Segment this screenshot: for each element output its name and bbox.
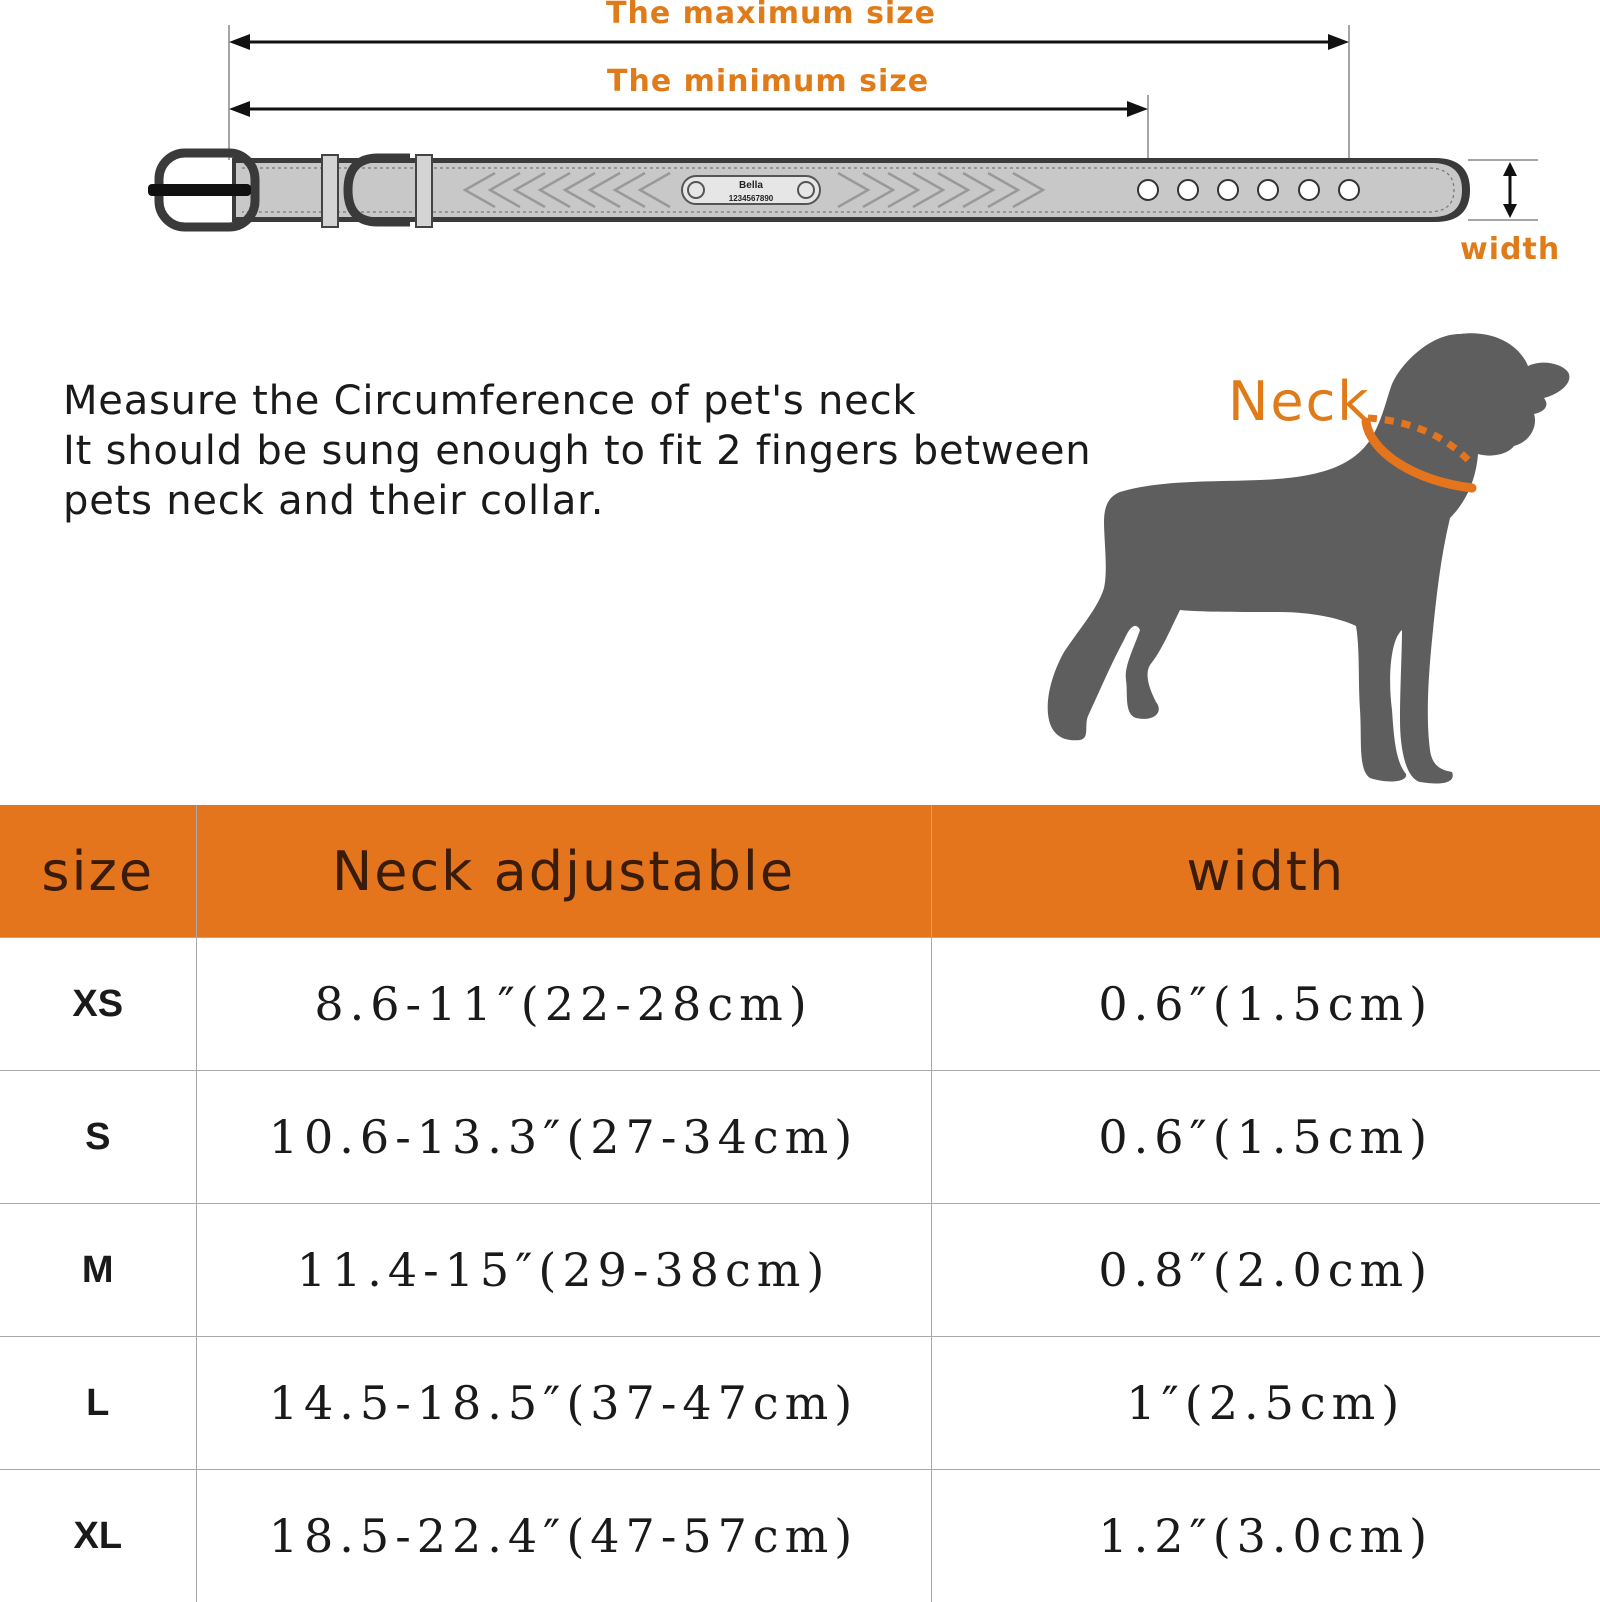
width-cell: 0.6″(1.5cm)	[931, 938, 1600, 1071]
name-plate	[682, 176, 820, 204]
keeper	[322, 155, 338, 227]
table-row	[0, 1071, 1600, 1204]
instruction-line: pets neck and their collar.	[63, 476, 1113, 526]
neck-cell: 8.6-11″(22-28cm)	[196, 938, 931, 1071]
width-cell: 0.6″(1.5cm)	[931, 1071, 1600, 1204]
table-header-row	[0, 805, 1600, 938]
width-cell: 0.8″(2.0cm)	[931, 1204, 1600, 1337]
header-width: width	[931, 805, 1600, 938]
size-chart-table	[0, 805, 1600, 1602]
max-size-arrow	[229, 34, 1349, 50]
max-size-label: The maximum size	[606, 0, 936, 31]
width-label: width	[1460, 232, 1560, 267]
size-cell: XS	[0, 938, 196, 1071]
table-row	[0, 1204, 1600, 1337]
dog-silhouette	[1040, 330, 1580, 800]
collar-diagram	[0, 0, 1600, 300]
table-row	[0, 938, 1600, 1071]
keeper	[416, 155, 432, 227]
neck-label: Neck	[1228, 370, 1371, 433]
min-size-label: The minimum size	[607, 64, 929, 99]
neck-cell: 10.6-13.3″(27-34cm)	[196, 1071, 931, 1204]
instruction-line: Measure the Circumference of pet's neck	[63, 376, 1113, 426]
neck-cell: 14.5-18.5″(37-47cm)	[196, 1337, 931, 1470]
measuring-instructions	[63, 376, 1113, 526]
size-cell: XL	[0, 1470, 196, 1602]
table-row	[0, 1470, 1600, 1602]
instruction-line: It should be sung enough to fit 2 fingers between	[63, 426, 1113, 476]
width-cell: 1.2″(3.0cm)	[931, 1470, 1600, 1602]
collar-illustration	[0, 0, 1600, 300]
size-cell: S	[0, 1071, 196, 1204]
header-neck-adjustable: Neck adjustable	[196, 805, 931, 938]
table-row	[0, 1337, 1600, 1470]
width-arrow	[1468, 160, 1538, 220]
tag-name: Bella	[739, 180, 763, 191]
neck-cell: 18.5-22.4″(47-57cm)	[196, 1470, 931, 1602]
width-cell: 1″(2.5cm)	[931, 1337, 1600, 1470]
size-cell: M	[0, 1204, 196, 1337]
min-size-arrow	[229, 101, 1148, 117]
size-cell: L	[0, 1337, 196, 1470]
neck-cell: 11.4-15″(29-38cm)	[196, 1204, 931, 1337]
header-size: size	[0, 805, 196, 938]
tag-number: 1234567890	[729, 194, 774, 203]
